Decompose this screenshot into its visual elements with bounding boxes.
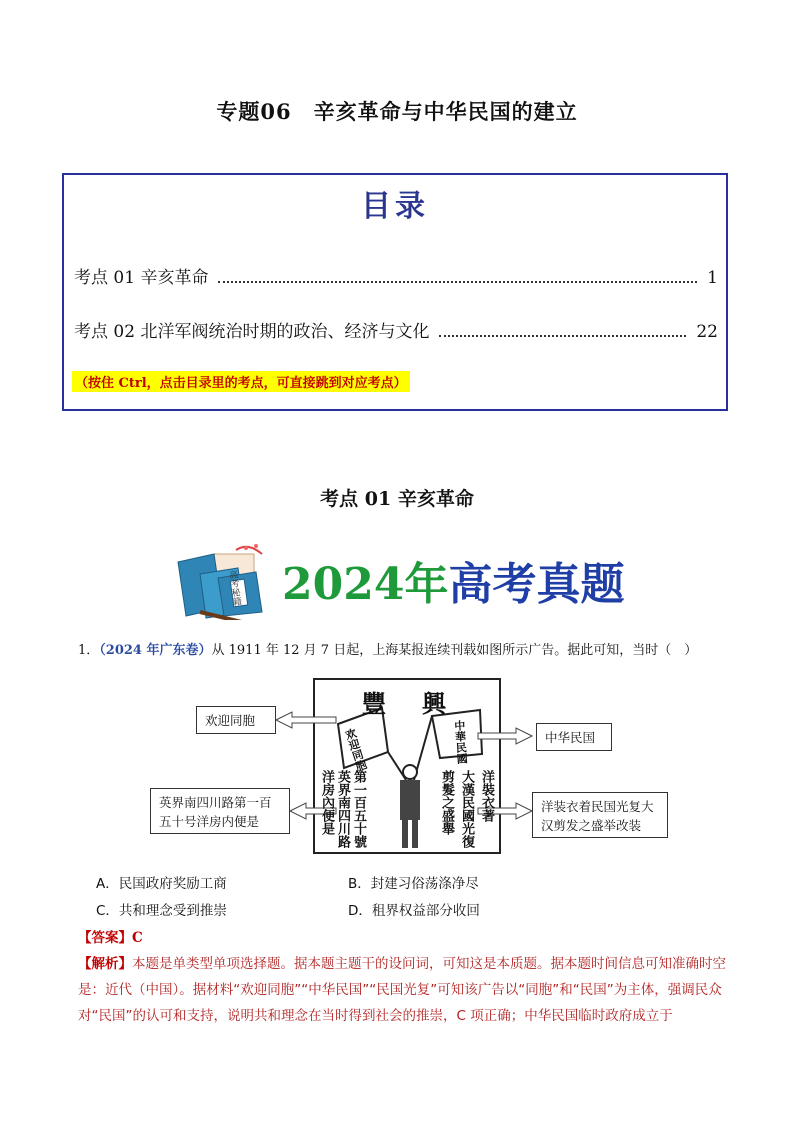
ad-header: 豐 興: [362, 689, 452, 718]
toc-heading: 目录: [361, 189, 429, 224]
ad-flag-right: 中華民國: [452, 719, 469, 765]
toc-leader: [439, 334, 686, 337]
label-left-top: 欢迎同胞: [196, 706, 276, 734]
question-stem: [78, 641, 728, 661]
question-source: （2024 年广东卷）: [99, 643, 212, 658]
option-d[interactable]: D．租界权益部分收回: [348, 903, 480, 919]
analysis: [78, 951, 726, 1029]
question-number: 1．: [78, 643, 100, 658]
section-title: 考点 01 辛亥革命: [320, 488, 474, 510]
ad-col-4: 剪髮之盛舉: [439, 770, 454, 835]
ad-col-3: 第一百五十號: [351, 770, 366, 848]
toc-item-page: 1: [707, 268, 718, 288]
ad-col-2: 英界南四川路: [335, 770, 350, 848]
table-of-contents: [62, 173, 728, 411]
page-title: 专题06 辛亥革命与中华民国的建立: [216, 99, 578, 124]
ad-flag-left: 欢迎同胞: [342, 726, 369, 773]
ad-col-6: 洋裝衣著: [479, 770, 494, 822]
toc-item-1[interactable]: [74, 263, 718, 288]
question-figure: [0, 676, 794, 860]
toc-item-page: 22: [696, 322, 718, 342]
banner-text: 高考真题: [448, 559, 625, 610]
label-left-bottom: 英界南四川路第一百五十号洋房内便是: [150, 788, 290, 834]
analysis-label: 【解析】: [78, 956, 132, 972]
toc-item-2[interactable]: [74, 317, 718, 342]
answer-value: C: [132, 930, 143, 946]
toc-hint: （按住 Ctrl，点击目录里的考点，可直接跳到对应考点）: [72, 371, 410, 392]
answer-label: 【答案】: [78, 930, 132, 946]
toc-item-label[interactable]: 考点 01 辛亥革命: [74, 268, 209, 288]
ad-col-1: 洋房內便是: [319, 770, 334, 835]
analysis-text: 本题是单类型单项选择题。据本题主题干的设问词，可知这是本质题。据本题时间信息可知准确时空是：近代（中国）。据材料“欢迎同胞”“中华民国”“民国光复”可知该广告以“同胞”和“民国”为主体，强调民众对“民国”的认可和支持，说明共和理念在当时得到社会的推崇，C 项正确；中华民国临时政府成立于: [78, 956, 726, 1024]
answer: [78, 926, 143, 946]
toc-item-label[interactable]: 考点 02 北洋军阀统治时期的政治、经济与文化: [74, 322, 430, 342]
option-b[interactable]: B．封建习俗荡涤净尽: [348, 876, 479, 892]
banner-year: 2024年: [282, 559, 449, 610]
question-text: 从 1911 年 12 月 7 日起，上海某报连续刊载如图所示广告。据此可知，当时（ ）: [211, 643, 698, 658]
exam-banner: [0, 540, 794, 620]
option-a[interactable]: A．民国政府奖励工商: [96, 876, 227, 892]
book-label: 高考秘籍: [226, 569, 242, 607]
label-right-bottom: 洋装衣着民国光复大汉剪发之盛举改装: [532, 792, 668, 838]
label-right-top: 中华民国: [536, 723, 612, 751]
option-c[interactable]: C．共和理念受到推崇: [96, 903, 227, 919]
ad-col-5: 大漢民國光復: [459, 770, 474, 848]
toc-leader: [218, 280, 697, 283]
